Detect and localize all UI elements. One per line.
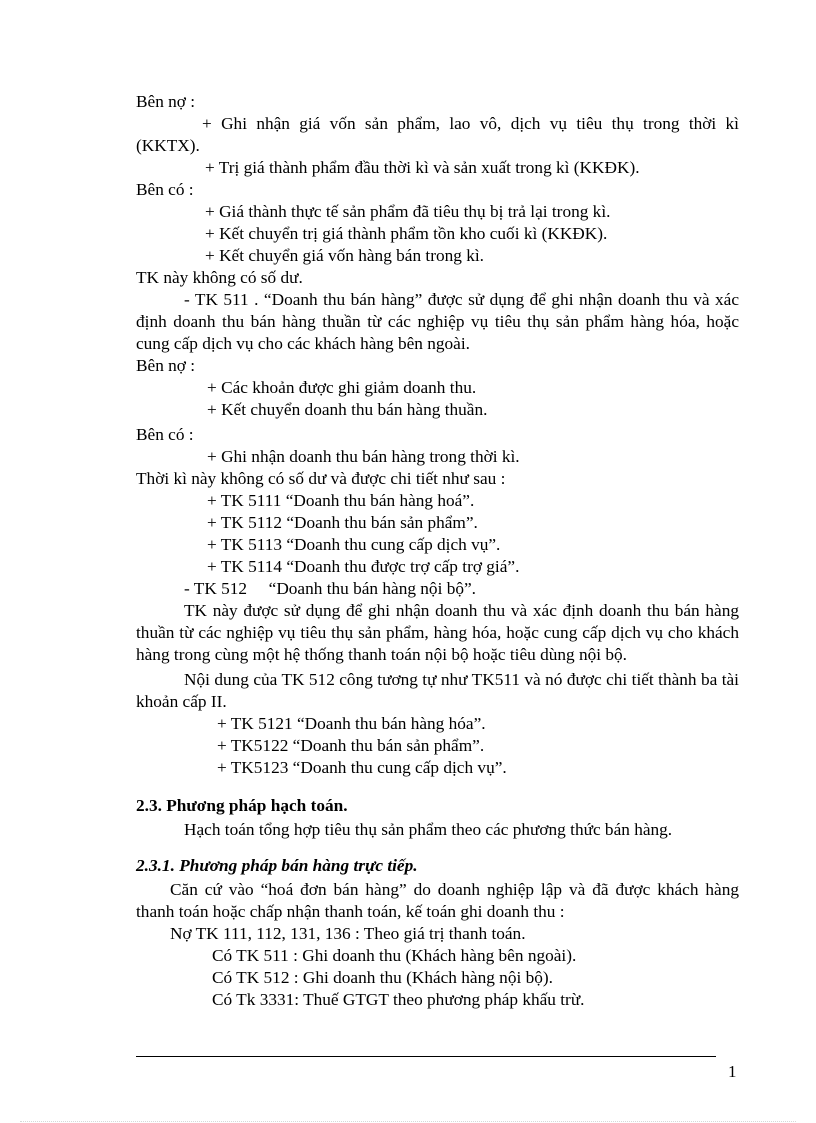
paragraph: Nội dung của TK 512 công tương tự như TK511 và nó được chi tiết thành ba tài khoản cấp II. — [136, 670, 739, 711]
text-line: Bên nợ : — [136, 356, 196, 375]
text-line: Hạch toán tổng hợp tiêu thụ sản phẩm theo các phương thức bán hàng. — [184, 820, 673, 839]
section-heading: 2.3. Phương pháp hạch toán. — [136, 796, 348, 815]
text-line: + Kết chuyển doanh thu bán hàng thuần. — [207, 400, 488, 419]
text-line: + TK5123 “Doanh thu cung cấp dịch vụ”. — [217, 758, 507, 777]
text-line: Có TK 511 : Ghi doanh thu (Khách hàng bên ngoài). — [212, 946, 577, 965]
text-line: + TK 5114 “Doanh thu được trợ cấp trợ giá”. — [207, 557, 520, 576]
text-line: + TK 5113 “Doanh thu cung cấp dịch vụ”. — [207, 535, 501, 554]
text-line: + TK 5112 “Doanh thu bán sản phẩm”. — [207, 513, 478, 532]
text-line: Có Tk 3331: Thuế GTGT theo phương pháp khấu trừ. — [212, 990, 585, 1009]
paragraph: Căn cứ vào “hoá đơn bán hàng” do doanh nghiệp lập và đã được khách hàng thanh toán hoặc chấp nhận thanh toán, kế toán ghi doanh thu : — [136, 880, 739, 921]
subsection-heading: 2.3.1. Phương pháp bán hàng trực tiếp. — [136, 856, 418, 875]
text-line: - TK 512 “Doanh thu bán hàng nội bộ”. — [184, 579, 476, 598]
page-edge-divider — [20, 1121, 796, 1122]
paragraph: - TK 511 . “Doanh thu bán hàng” được sử dụng để ghi nhận doanh thu và xác định doanh thu bán hàng thuần từ các nghiệp vụ tiêu thụ sản phẩm hàng hóa, hoặc cung cấp dịch vụ cho các khách hàng bên ngoài. — [136, 290, 739, 353]
paragraph: TK này được sử dụng để ghi nhận doanh thu và xác định doanh thu bán hàng thuần từ các nghiệp vụ tiêu thụ sản phẩm, hàng hóa, hoặc cung cấp dịch vụ cho khách hàng trong cùng một hệ thống thanh toán nội bộ hoặc tiêu dùng nội bộ. — [136, 601, 739, 664]
footer-divider — [136, 1056, 716, 1057]
document-body — [136, 91, 739, 1011]
text-line: + Giá thành thực tế sản phẩm đã tiêu thụ bị trả lại trong kì. — [205, 202, 611, 221]
text-line: + TK5122 “Doanh thu bán sản phẩm”. — [217, 736, 485, 755]
text-line: TK này không có số dư. — [136, 268, 303, 287]
text-line: Thời kì này không có số dư và được chi tiết như sau : — [136, 469, 506, 488]
text-line: + Các khoản được ghi giảm doanh thu. — [207, 378, 477, 397]
text-line: + Ghi nhận giá vốn sản phẩm, lao vô, dịch vụ tiêu thụ trong thời kì — [202, 114, 739, 133]
text-line: + Ghi nhận doanh thu bán hàng trong thời kì. — [207, 447, 520, 466]
text-line: + Kết chuyển giá vốn hàng bán trong kì. — [205, 246, 484, 265]
text-line: + TK 5111 “Doanh thu bán hàng hoá”. — [207, 491, 475, 510]
text-line: Bên có : — [136, 425, 194, 444]
text-line: Có TK 512 : Ghi doanh thu (Khách hàng nội bộ). — [212, 968, 553, 987]
text-line: Bên có : — [136, 180, 194, 199]
text-line: Bên nợ : — [136, 92, 196, 111]
page-number: 1 — [728, 1062, 737, 1081]
text-line: + TK 5121 “Doanh thu bán hàng hóa”. — [217, 714, 486, 733]
text-line: + Kết chuyển trị giá thành phẩm tồn kho cuối kì (KKĐK). — [205, 224, 608, 243]
text-line: (KKTX). — [136, 136, 200, 155]
text-line: Nợ TK 111, 112, 131, 136 : Theo giá trị thanh toán. — [170, 924, 526, 943]
text-line: + Trị giá thành phẩm đầu thời kì và sản xuất trong kì (KKĐK). — [205, 158, 640, 177]
